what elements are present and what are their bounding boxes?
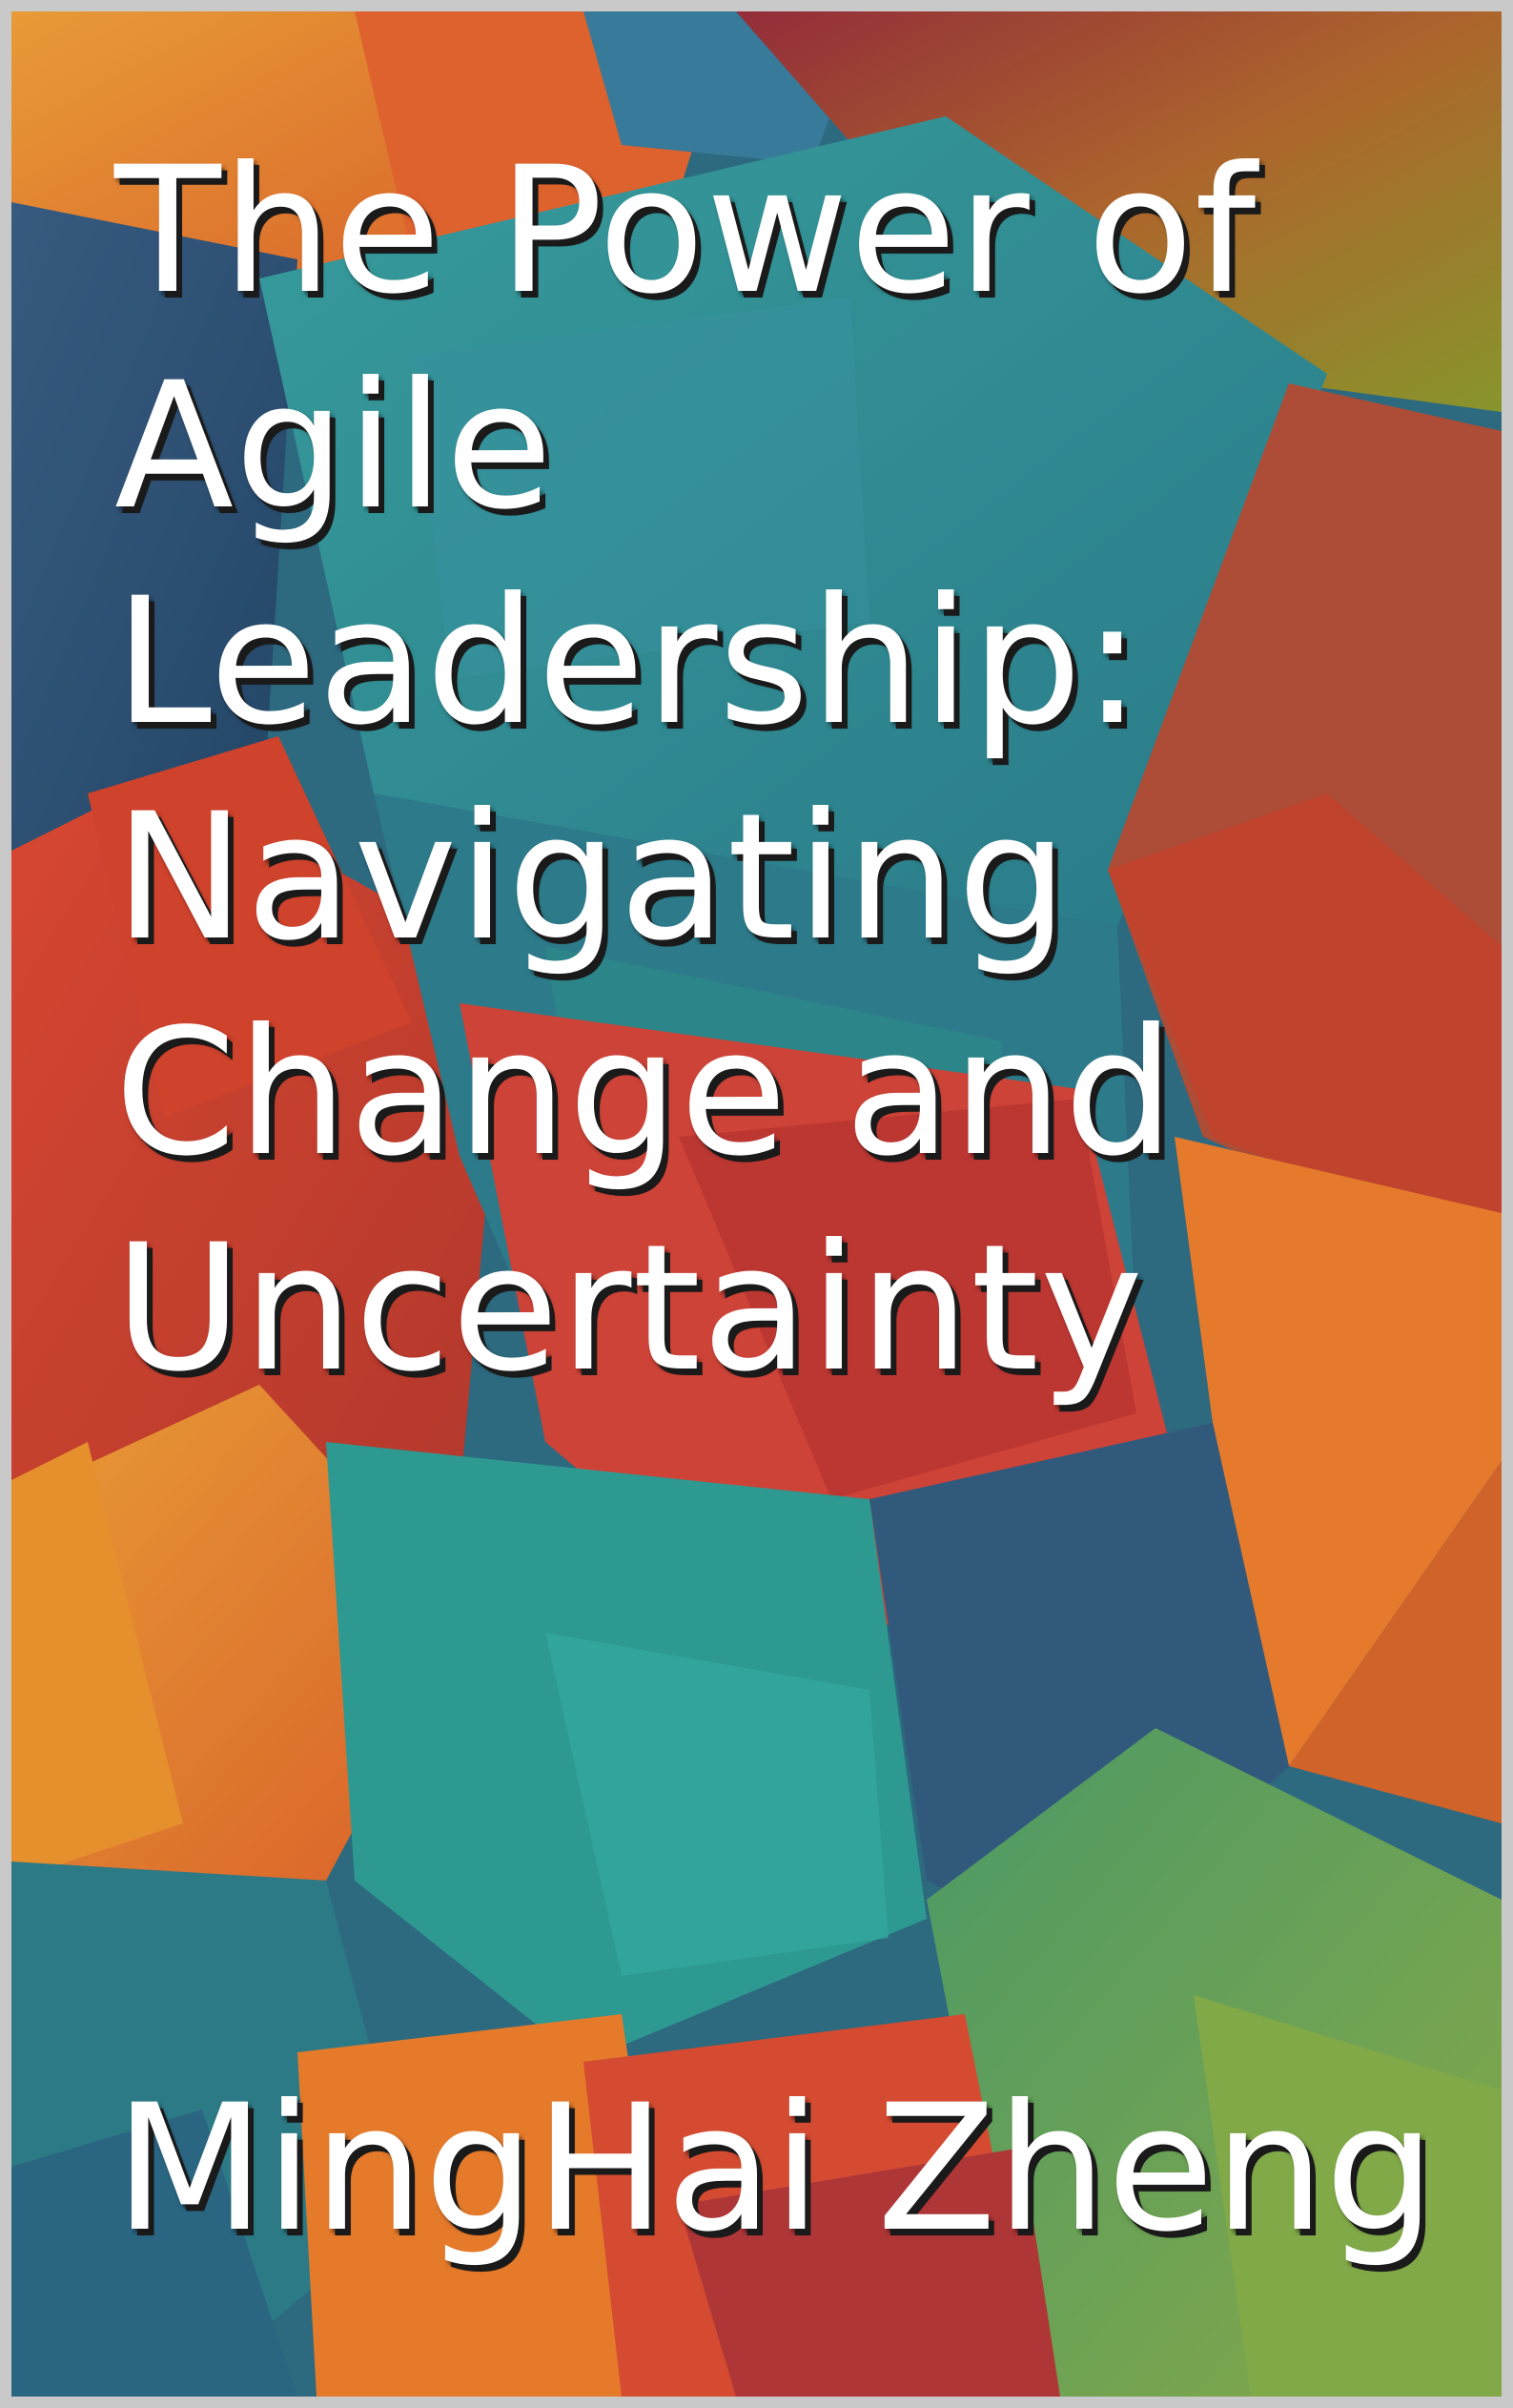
book-author: MingHai Zheng [114,2068,1436,2271]
book-title: The Power of Agile Leadership: Navigating Change and Uncertainty [114,130,1257,1410]
